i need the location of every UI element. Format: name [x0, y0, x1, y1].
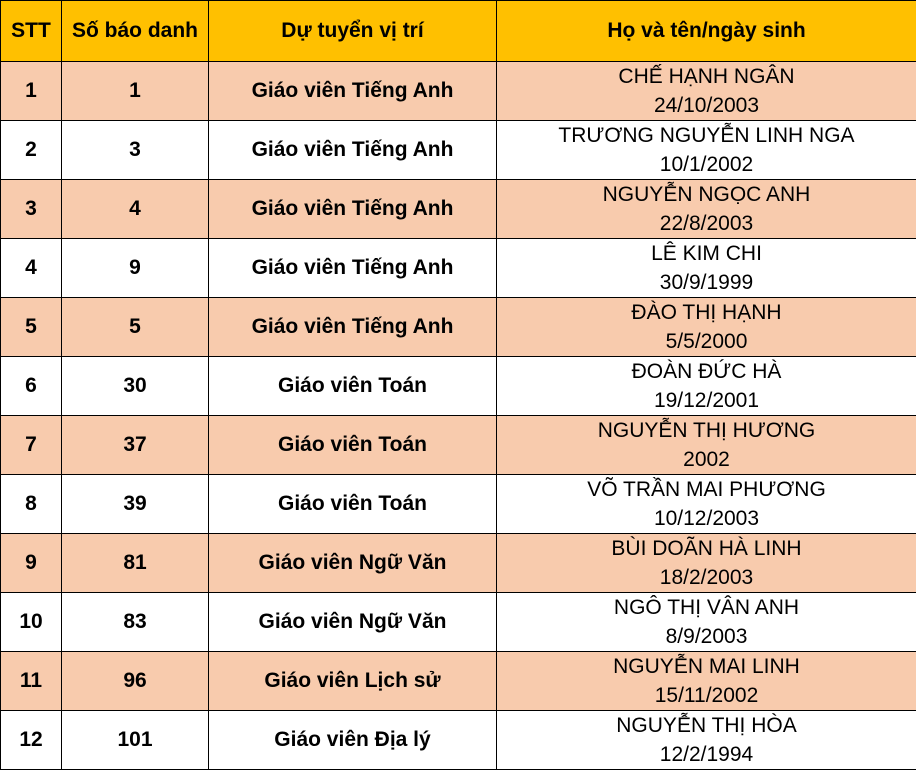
cell-candidate-number: 37 — [62, 416, 209, 475]
cell-candidate-number: 1 — [62, 62, 209, 121]
cell-name-dob — [497, 475, 916, 534]
candidate-dob: 15/11/2002 — [654, 684, 759, 707]
cell-stt: 7 — [1, 416, 62, 475]
cell-stt: 11 — [1, 652, 62, 711]
cell-stt: 6 — [1, 357, 62, 416]
cell-position: Giáo viên Toán — [209, 357, 497, 416]
table-row — [1, 357, 916, 416]
cell-position: Giáo viên Lịch sử — [209, 652, 497, 711]
candidate-name: NGUYỄN THỊ HÒA — [616, 714, 797, 737]
cell-name-dob — [497, 298, 916, 357]
candidate-name: CHẾ HẠNH NGÂN — [618, 65, 795, 88]
header-position: Dự tuyển vị trí — [209, 1, 497, 62]
cell-stt: 2 — [1, 121, 62, 180]
candidate-name: TRƯƠNG NGUYỄN LINH NGA — [558, 124, 855, 147]
header-name-dob: Họ và tên/ngày sinh — [497, 1, 916, 62]
candidate-name: ĐOÀN ĐỨC HÀ — [631, 360, 782, 383]
cell-candidate-number: 81 — [62, 534, 209, 593]
candidate-dob: 5/5/2000 — [665, 330, 748, 353]
cell-stt: 12 — [1, 711, 62, 770]
cell-position: Giáo viên Tiếng Anh — [209, 62, 497, 121]
cell-name-dob — [497, 62, 916, 121]
header-candidate-number: Số báo danh — [62, 1, 209, 62]
cell-stt: 9 — [1, 534, 62, 593]
cell-candidate-number: 4 — [62, 180, 209, 239]
cell-name-dob — [497, 239, 916, 298]
cell-stt: 8 — [1, 475, 62, 534]
cell-candidate-number: 101 — [62, 711, 209, 770]
candidate-name: BÙI DOÃN HÀ LINH — [611, 537, 802, 560]
cell-name-dob — [497, 416, 916, 475]
cell-position: Giáo viên Tiếng Anh — [209, 121, 497, 180]
cell-candidate-number: 39 — [62, 475, 209, 534]
candidate-dob: 2002 — [683, 448, 730, 471]
cell-name-dob — [497, 121, 916, 180]
cell-candidate-number: 5 — [62, 298, 209, 357]
cell-candidate-number: 83 — [62, 593, 209, 652]
candidate-dob: 19/12/2001 — [653, 389, 760, 412]
table-row — [1, 62, 916, 121]
cell-position: Giáo viên Địa lý — [209, 711, 497, 770]
header-stt: STT — [1, 1, 62, 62]
candidate-dob: 18/2/2003 — [659, 566, 754, 589]
table-row — [1, 593, 916, 652]
table-row — [1, 239, 916, 298]
candidate-name: NGUYỄN THỊ HƯƠNG — [597, 419, 816, 442]
cell-candidate-number: 3 — [62, 121, 209, 180]
candidate-dob: 30/9/1999 — [659, 271, 754, 294]
cell-name-dob — [497, 534, 916, 593]
cell-position: Giáo viên Tiếng Anh — [209, 180, 497, 239]
cell-name-dob — [497, 711, 916, 770]
cell-name-dob — [497, 652, 916, 711]
table-row — [1, 652, 916, 711]
cell-stt: 1 — [1, 62, 62, 121]
cell-position: Giáo viên Tiếng Anh — [209, 298, 497, 357]
cell-position: Giáo viên Tiếng Anh — [209, 239, 497, 298]
table-header — [1, 1, 916, 62]
table-row — [1, 180, 916, 239]
cell-candidate-number: 96 — [62, 652, 209, 711]
table-body — [1, 62, 916, 770]
candidate-dob: 10/1/2002 — [659, 153, 754, 176]
candidate-dob: 8/9/2003 — [665, 625, 748, 648]
candidate-dob: 12/2/1994 — [659, 743, 754, 766]
cell-candidate-number: 30 — [62, 357, 209, 416]
table-row — [1, 475, 916, 534]
table-row — [1, 711, 916, 770]
candidate-name: ĐÀO THỊ HẠNH — [631, 301, 782, 324]
cell-stt: 3 — [1, 180, 62, 239]
cell-position: Giáo viên Ngữ Văn — [209, 534, 497, 593]
candidate-name: LÊ KIM CHI — [651, 242, 762, 265]
table-row — [1, 298, 916, 357]
cell-candidate-number: 9 — [62, 239, 209, 298]
cell-name-dob — [497, 180, 916, 239]
cell-stt: 4 — [1, 239, 62, 298]
cell-position: Giáo viên Toán — [209, 416, 497, 475]
table-row — [1, 121, 916, 180]
candidate-dob: 22/8/2003 — [659, 212, 754, 235]
candidate-dob: 10/12/2003 — [653, 507, 760, 530]
candidate-name: NGÔ THỊ VÂN ANH — [613, 596, 800, 619]
table-row — [1, 416, 916, 475]
candidate-name: VÕ TRẦN MAI PHƯƠNG — [587, 478, 826, 501]
candidate-name: NGUYỄN MAI LINH — [613, 655, 800, 678]
candidate-dob: 24/10/2003 — [653, 94, 760, 117]
candidate-name: NGUYỄN NGỌC ANH — [602, 183, 811, 206]
header-row — [1, 1, 916, 62]
cell-name-dob — [497, 593, 916, 652]
table-row — [1, 534, 916, 593]
cell-position: Giáo viên Ngữ Văn — [209, 593, 497, 652]
cell-stt: 5 — [1, 298, 62, 357]
cell-name-dob — [497, 357, 916, 416]
cell-position: Giáo viên Toán — [209, 475, 497, 534]
cell-stt: 10 — [1, 593, 62, 652]
